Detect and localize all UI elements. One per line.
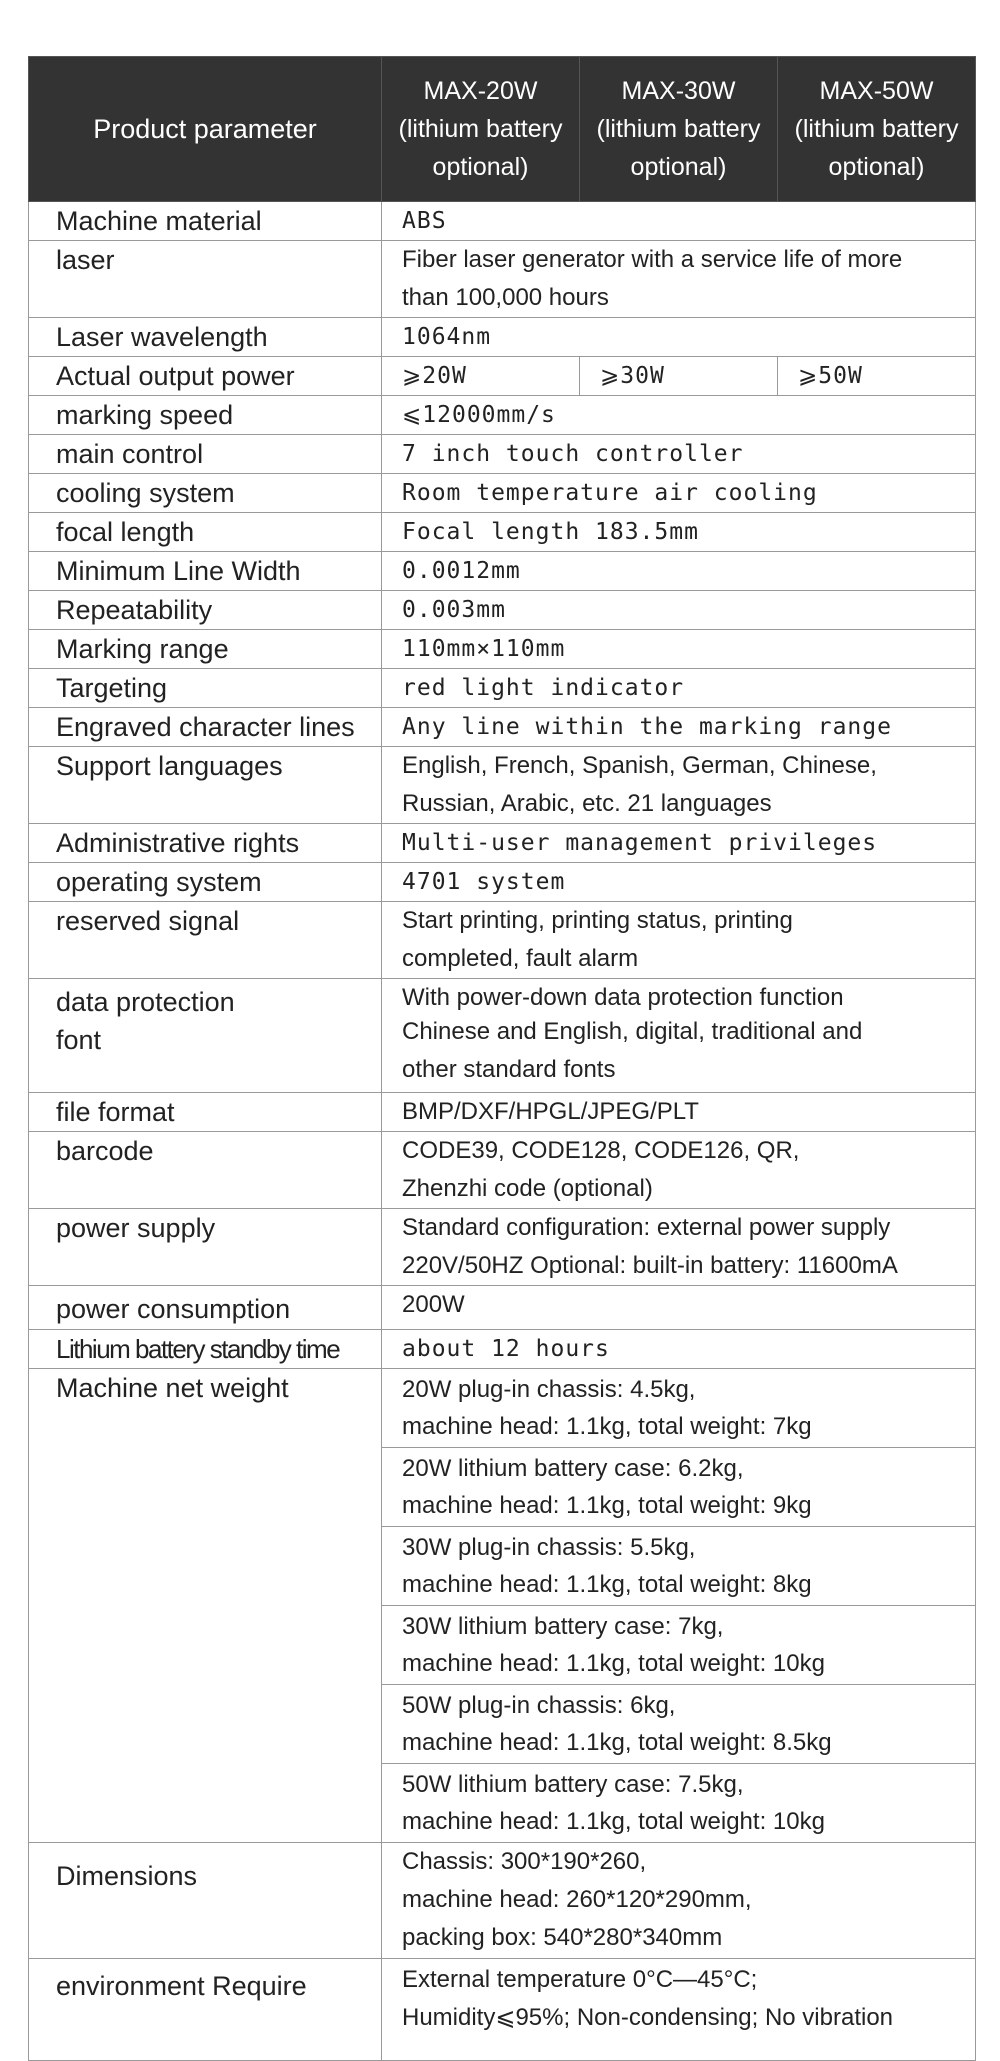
row-value [382, 1132, 976, 1209]
table-row [29, 1959, 976, 2061]
table-row [29, 396, 976, 435]
header-param-label: Product parameter [29, 57, 382, 202]
signal-value-text: Start printing, printing status, printing completed, fault alarm [402, 907, 793, 972]
table-row [29, 630, 976, 669]
table-row [29, 1286, 976, 1330]
table-row [29, 708, 976, 747]
table-row [29, 824, 976, 863]
laser-value-text: Fiber laser generator with a service life of more than 100,000 hours [402, 246, 903, 311]
table-row [29, 747, 976, 824]
data-protection-value: With power-down data protection function [402, 984, 844, 1011]
row-label: power supply [29, 1209, 382, 1286]
table-row [29, 435, 976, 474]
row-value: 0.0012mm [382, 552, 976, 591]
header-max-20w: MAX-20W (lithium battery optional) [382, 57, 580, 202]
row-value: Multi-user management privileges [382, 824, 976, 863]
table-row [29, 241, 976, 318]
row-value [382, 1369, 976, 1843]
header-row [29, 57, 976, 202]
table-row [29, 902, 976, 979]
row-label: environment Require [29, 1959, 382, 2061]
row-label: Machine material [29, 202, 382, 241]
row-value: Focal length 183.5mm [382, 513, 976, 552]
table-row [29, 669, 976, 708]
row-label: Machine net weight [29, 1369, 382, 1843]
row-label: file format [29, 1093, 382, 1132]
row-label: Engraved character lines [29, 708, 382, 747]
row-value: 110mm×110mm [382, 630, 976, 669]
row-value: External temperature 0°C—45°C; Humidity⩽95%; Non-condensing; No vibration [382, 1959, 976, 2061]
row-label: Marking range [29, 630, 382, 669]
row-value: 1064nm [382, 318, 976, 357]
row-label: main control [29, 435, 382, 474]
row-value [382, 241, 976, 318]
table-row [29, 202, 976, 241]
table-row [29, 357, 976, 396]
weight-item: 30W plug-in chassis: 5.5kg, machine head: 1.1kg, total weight: 8kg [382, 1526, 975, 1605]
row-value: about 12 hours [382, 1330, 976, 1369]
power-50w: ⩾50W [778, 357, 976, 396]
table-row [29, 1369, 976, 1843]
table-row [29, 863, 976, 902]
row-value: 0.003mm [382, 591, 976, 630]
row-value: Room temperature air cooling [382, 474, 976, 513]
row-value: Chassis: 300*190*260, machine head: 260*120*290mm, packing box: 540*280*340mm [382, 1843, 976, 1959]
row-label: Dimensions [29, 1843, 382, 1959]
header-max-50w: MAX-50W (lithium battery optional) [778, 57, 976, 202]
row-label: Targeting [29, 669, 382, 708]
row-label: reserved signal [29, 902, 382, 979]
table-row [29, 1093, 976, 1132]
weight-item: 20W plug-in chassis: 4.5kg, machine head: 1.1kg, total weight: 7kg [402, 1376, 812, 1440]
weight-item: 30W lithium battery case: 7kg, machine head: 1.1kg, total weight: 10kg [382, 1605, 975, 1684]
product-parameter-table [28, 56, 976, 2061]
table-row [29, 979, 976, 1093]
row-value: ABS [382, 202, 976, 241]
row-value [382, 747, 976, 824]
row-label: Minimum Line Width [29, 552, 382, 591]
power-20w: ⩾20W [382, 357, 580, 396]
weight-item: 50W lithium battery case: 7.5kg, machine head: 1.1kg, total weight: 10kg [382, 1763, 975, 1842]
row-value: red light indicator [382, 669, 976, 708]
row-label: barcode [29, 1132, 382, 1209]
row-label: cooling system [29, 474, 382, 513]
row-value [382, 1209, 976, 1286]
data-protection-label: data protection [56, 987, 235, 1017]
row-label: Lithium battery standby time [29, 1330, 382, 1369]
table-row [29, 1132, 976, 1209]
font-label: font [56, 1025, 102, 1055]
table-row [29, 474, 976, 513]
row-value: 4701 system [382, 863, 976, 902]
row-value: BMP/DXF/HPGL/JPEG/PLT [382, 1093, 976, 1132]
row-value: ⩽12000mm/s [382, 396, 976, 435]
barcode-value-text: CODE39, CODE128, CODE126, QR, Zhenzhi code (optional) [402, 1137, 800, 1202]
row-label: Laser wavelength [29, 318, 382, 357]
font-value: Chinese and English, digital, traditional and other standard fonts [402, 1018, 863, 1083]
power-supply-value-text: Standard configuration: external power supply 220V/50HZ Optional: built-in battery: 11600mA [402, 1214, 898, 1279]
row-value [382, 902, 976, 979]
table-row [29, 591, 976, 630]
header-max-30w: MAX-30W (lithium battery optional) [580, 57, 778, 202]
row-label: laser [29, 241, 382, 318]
table-row [29, 318, 976, 357]
row-label: marking speed [29, 396, 382, 435]
power-30w: ⩾30W [580, 357, 778, 396]
row-value [382, 979, 976, 1093]
row-label: focal length [29, 513, 382, 552]
row-label: Repeatability [29, 591, 382, 630]
table-row [29, 513, 976, 552]
table-row [29, 1330, 976, 1369]
languages-value-text: English, French, Spanish, German, Chinese, Russian, Arabic, etc. 21 languages [402, 752, 877, 817]
row-value: Any line within the marking range [382, 708, 976, 747]
row-label [29, 979, 382, 1093]
row-label: Support languages [29, 747, 382, 824]
weight-item: 50W plug-in chassis: 6kg, machine head: 1.1kg, total weight: 8.5kg [382, 1684, 975, 1763]
table-row [29, 1843, 976, 1959]
weight-item: 20W lithium battery case: 6.2kg, machine head: 1.1kg, total weight: 9kg [382, 1447, 975, 1526]
row-label: operating system [29, 863, 382, 902]
table-row [29, 1209, 976, 1286]
row-value: 200W [382, 1286, 976, 1330]
row-value: 7 inch touch controller [382, 435, 976, 474]
row-label: Actual output power [29, 357, 382, 396]
row-label: Administrative rights [29, 824, 382, 863]
row-label: power consumption [29, 1286, 382, 1330]
table-row [29, 552, 976, 591]
